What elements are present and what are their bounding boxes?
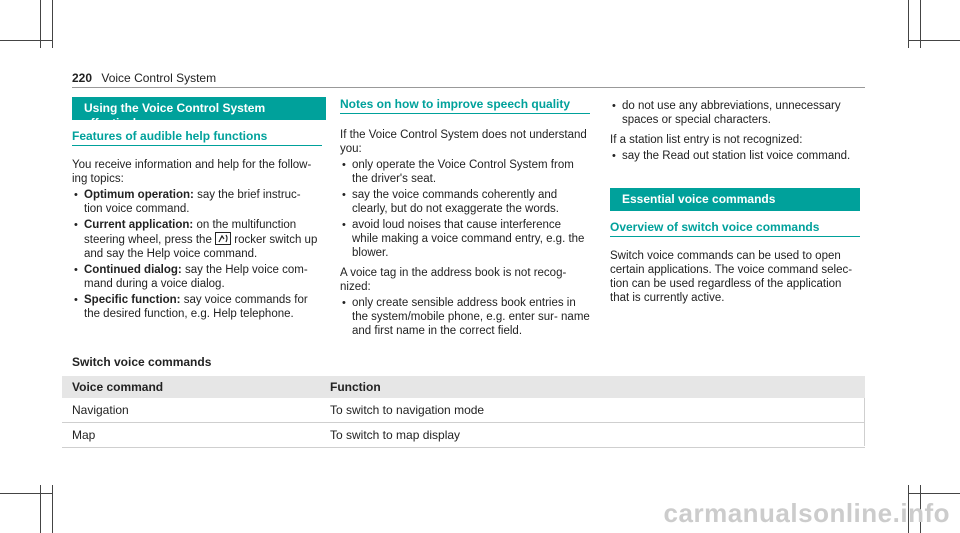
- subheading: Notes on how to improve speech quality: [340, 97, 590, 114]
- table-cell: Map: [62, 423, 320, 448]
- intro-text: You receive information and help for the follow- ing topics:: [72, 159, 312, 185]
- feature-list: [72, 188, 322, 321]
- column-2: [340, 97, 590, 338]
- crop-mark: [0, 40, 52, 41]
- column-header: Function: [320, 376, 865, 398]
- page-header: [72, 71, 216, 85]
- column-3: [610, 97, 860, 305]
- table-row: [62, 398, 865, 423]
- bullet-text: say the brief instruc- tion voice command.: [84, 189, 301, 215]
- list-item: [72, 188, 322, 216]
- table-border: [864, 398, 865, 446]
- table-header-row: [62, 376, 865, 398]
- body-text: Switch voice commands can be used to open certain applications. The voice command selec- tion can be used regardless of the application that is currently active.: [610, 250, 853, 304]
- list-item: [72, 218, 322, 261]
- crop-mark: [52, 0, 53, 48]
- bullet-text: say the Help voice com- mand during a voice dialog.: [84, 264, 308, 290]
- table-cell: To switch to map display: [320, 423, 865, 448]
- bullet-term: Current application:: [84, 219, 194, 231]
- voice-rocker-switch-icon: [215, 232, 231, 245]
- tips-list: [340, 296, 590, 338]
- table-row: [62, 423, 865, 448]
- page-number: 220: [72, 71, 93, 85]
- watermark: carmanualsonline.info: [663, 498, 950, 528]
- bullet-term: Optimum operation:: [84, 189, 194, 201]
- section-title: Voice Control System: [101, 71, 217, 85]
- crop-mark: [908, 493, 960, 494]
- voice-command-table: [62, 376, 865, 448]
- intro-text: A voice tag in the address book is not recog- nized:: [340, 267, 567, 293]
- list-item: • avoid loud noises that cause interference while making a voice command entry, e.g. the blower.: [340, 218, 590, 260]
- crop-mark: [0, 493, 52, 494]
- list-item: • only operate the Voice Control System from the driver's seat.: [340, 158, 590, 186]
- column-1: [72, 97, 322, 321]
- crop-mark: [52, 485, 53, 533]
- list-item: • say the Read out station list voice command.: [610, 149, 860, 163]
- bullet-term: Specific function:: [84, 294, 181, 306]
- crop-mark: [908, 40, 960, 41]
- subheading: Overview of switch voice commands: [610, 220, 860, 237]
- section-band: Using the Voice Control System effectively: [72, 97, 326, 120]
- list-item: • say the voice commands coherently and clearly, but do not exaggerate the words.: [340, 188, 590, 216]
- header-divider: [72, 87, 865, 88]
- section-band: Essential voice commands: [610, 188, 860, 211]
- intro-text: If the Voice Control System does not understand you:: [340, 129, 587, 155]
- intro-text: If a station list entry is not recognized:: [610, 134, 803, 146]
- tips-list: [610, 99, 860, 127]
- list-item: [72, 293, 322, 321]
- tips-list: [340, 158, 590, 260]
- list-item: • do not use any abbreviations, unnecessary spaces or special characters.: [610, 99, 860, 127]
- bullet-term: Continued dialog:: [84, 264, 182, 276]
- subheading: Features of audible help functions: [72, 129, 322, 146]
- list-item: • only create sensible address book entries in the system/mobile phone, e.g. enter sur- name and first name in the correct field.: [340, 296, 590, 338]
- bullet-text: rocker switch up and say the Help voice command.: [84, 234, 318, 260]
- column-header: Voice command: [62, 376, 320, 398]
- list-item: [72, 263, 322, 291]
- table-cell: To switch to navigation mode: [320, 398, 865, 423]
- bullet-text: say voice commands for the desired function, e.g. Help telephone.: [84, 294, 308, 320]
- tips-list: [610, 149, 860, 163]
- table-title: Switch voice commands: [72, 355, 212, 369]
- table-cell: Navigation: [62, 398, 320, 423]
- bullet-text: on the multifunction steering wheel, press the: [84, 219, 297, 246]
